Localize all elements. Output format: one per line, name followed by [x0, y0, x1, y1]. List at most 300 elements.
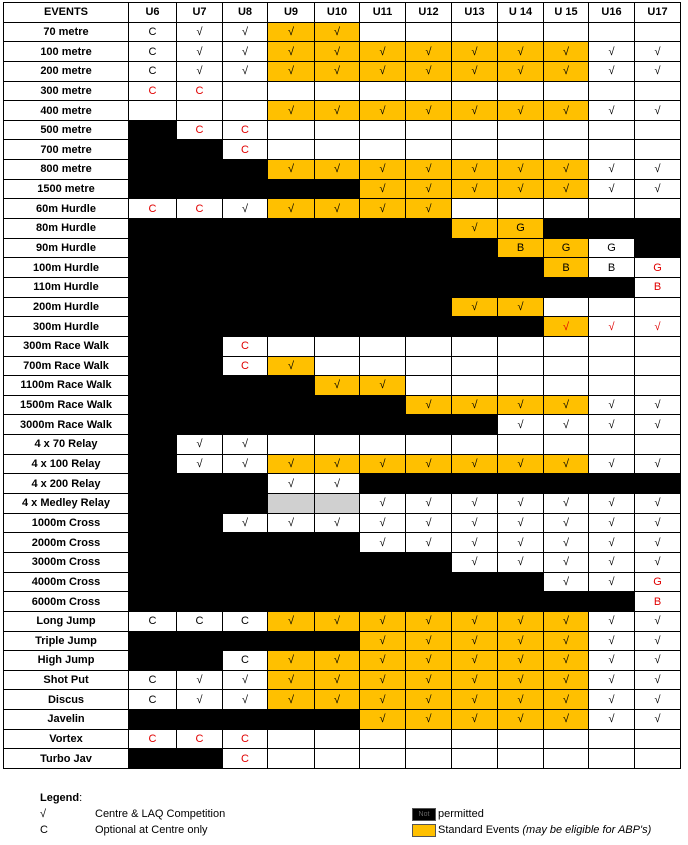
grid-cell: √	[406, 454, 452, 474]
grid-cell: √	[544, 317, 589, 337]
grid-cell: √	[452, 710, 498, 730]
event-name: 200 metre	[4, 61, 129, 81]
grid-cell: C	[223, 356, 268, 376]
grid-cell	[268, 395, 315, 415]
grid-cell	[177, 474, 223, 494]
grid-cell: √	[544, 454, 589, 474]
grid-cell	[177, 572, 223, 592]
grid-cell	[177, 356, 223, 376]
grid-cell	[360, 474, 406, 494]
grid-cell: √	[589, 513, 635, 533]
grid-cell	[452, 336, 498, 356]
grid-cell: √	[544, 415, 589, 435]
event-name: Turbo Jav	[4, 749, 129, 769]
grid-cell	[452, 356, 498, 376]
grid-cell: √	[268, 690, 315, 710]
grid-cell	[544, 435, 589, 455]
grid-cell	[360, 572, 406, 592]
grid-cell: C	[129, 81, 177, 101]
event-name: 300m Hurdle	[4, 317, 129, 337]
grid-cell: √	[268, 42, 315, 62]
grid-cell: √	[360, 494, 406, 514]
grid-cell	[544, 277, 589, 297]
grid-cell	[589, 592, 635, 612]
grid-cell	[129, 160, 177, 180]
grid-cell: √	[544, 160, 589, 180]
grid-cell: √	[360, 611, 406, 631]
grid-cell: √	[635, 494, 681, 514]
grid-cell	[589, 474, 635, 494]
grid-cell: √	[452, 395, 498, 415]
grid-cell	[129, 552, 177, 572]
grid-cell	[452, 199, 498, 219]
table-row	[4, 199, 681, 219]
grid-cell: C	[129, 22, 177, 42]
grid-cell	[360, 435, 406, 455]
grid-cell: √	[544, 690, 589, 710]
grid-cell	[129, 219, 177, 239]
grid-cell	[452, 415, 498, 435]
grid-cell: √	[268, 61, 315, 81]
grid-cell	[315, 297, 360, 317]
grid-cell: √	[406, 101, 452, 121]
grid-cell	[177, 533, 223, 553]
grid-cell	[268, 533, 315, 553]
age-header: U 14	[498, 3, 544, 23]
grid-cell	[635, 238, 681, 258]
grid-cell: √	[635, 710, 681, 730]
grid-cell: √	[589, 631, 635, 651]
grid-cell: G	[589, 238, 635, 258]
legend-orange-text: Standard Events (may be eligible for ABP's)	[438, 824, 652, 836]
grid-cell: √	[635, 415, 681, 435]
grid-cell: √	[177, 61, 223, 81]
grid-cell	[452, 572, 498, 592]
grid-cell: √	[544, 395, 589, 415]
event-name: 100 metre	[4, 42, 129, 62]
grid-cell: √	[360, 670, 406, 690]
grid-cell	[360, 238, 406, 258]
legend-title: Legend:	[40, 792, 83, 804]
grid-cell	[129, 533, 177, 553]
grid-cell	[177, 336, 223, 356]
grid-cell	[177, 219, 223, 239]
grid-cell	[498, 729, 544, 749]
grid-cell	[406, 238, 452, 258]
grid-cell	[360, 356, 406, 376]
event-name: 100m Hurdle	[4, 258, 129, 278]
table-row	[4, 592, 681, 612]
grid-cell: √	[360, 42, 406, 62]
grid-cell	[129, 297, 177, 317]
grid-cell	[177, 297, 223, 317]
grid-cell	[589, 729, 635, 749]
grid-cell	[360, 729, 406, 749]
grid-cell	[498, 277, 544, 297]
event-name: 300 metre	[4, 81, 129, 101]
grid-cell	[315, 494, 360, 514]
grid-cell	[315, 219, 360, 239]
grid-cell	[129, 435, 177, 455]
grid-cell	[498, 572, 544, 592]
grid-cell: √	[544, 61, 589, 81]
grid-cell: C	[223, 729, 268, 749]
event-name: 60m Hurdle	[4, 199, 129, 219]
grid-cell	[129, 395, 177, 415]
grid-cell: √	[498, 395, 544, 415]
table-row	[4, 729, 681, 749]
grid-cell: √	[452, 651, 498, 671]
grid-cell: √	[360, 710, 406, 730]
grid-cell	[406, 415, 452, 435]
grid-cell	[129, 415, 177, 435]
grid-cell: √	[406, 710, 452, 730]
table-row	[4, 454, 681, 474]
grid-cell	[635, 336, 681, 356]
grid-cell	[452, 729, 498, 749]
grid-cell	[498, 140, 544, 160]
table-row	[4, 61, 681, 81]
grid-cell	[315, 179, 360, 199]
grid-cell: C	[223, 140, 268, 160]
event-name: 3000m Cross	[4, 552, 129, 572]
grid-cell	[544, 120, 589, 140]
age-header: U10	[315, 3, 360, 23]
table-row	[4, 631, 681, 651]
grid-cell: C	[129, 670, 177, 690]
grid-cell	[589, 277, 635, 297]
grid-cell: √	[452, 513, 498, 533]
grid-cell: B	[544, 258, 589, 278]
event-name: 3000m Race Walk	[4, 415, 129, 435]
grid-cell: √	[498, 533, 544, 553]
grid-cell: √	[268, 670, 315, 690]
grid-cell: √	[223, 61, 268, 81]
grid-cell: √	[452, 179, 498, 199]
grid-cell	[177, 395, 223, 415]
legend-c-text: Optional at Centre only	[95, 824, 208, 836]
grid-cell: √	[452, 101, 498, 121]
table-row	[4, 160, 681, 180]
grid-cell	[635, 22, 681, 42]
grid-cell	[129, 140, 177, 160]
table-row	[4, 336, 681, 356]
grid-cell: √	[406, 690, 452, 710]
event-name: 1000m Cross	[4, 513, 129, 533]
grid-cell: √	[589, 533, 635, 553]
grid-cell	[406, 81, 452, 101]
grid-cell	[635, 140, 681, 160]
table-row	[4, 376, 681, 396]
age-header: U16	[589, 3, 635, 23]
grid-cell: G	[635, 258, 681, 278]
grid-cell: C	[129, 42, 177, 62]
grid-cell: √	[635, 670, 681, 690]
grid-cell	[177, 140, 223, 160]
grid-cell	[268, 710, 315, 730]
table-row	[4, 513, 681, 533]
grid-cell	[223, 474, 268, 494]
grid-cell	[223, 552, 268, 572]
grid-cell	[360, 140, 406, 160]
grid-cell	[129, 101, 177, 121]
grid-cell	[635, 435, 681, 455]
grid-cell: √	[498, 454, 544, 474]
grid-cell: √	[635, 42, 681, 62]
grid-cell	[452, 81, 498, 101]
grid-cell: B	[498, 238, 544, 258]
grid-cell	[452, 474, 498, 494]
grid-cell	[177, 179, 223, 199]
grid-cell	[177, 749, 223, 769]
grid-cell	[315, 120, 360, 140]
grid-cell	[360, 592, 406, 612]
grid-cell: √	[315, 513, 360, 533]
grid-cell: √	[315, 690, 360, 710]
grid-cell: √	[360, 199, 406, 219]
grid-cell	[498, 592, 544, 612]
grid-cell	[406, 552, 452, 572]
grid-cell: √	[635, 317, 681, 337]
grid-cell: √	[498, 611, 544, 631]
table-row	[4, 533, 681, 553]
grid-cell	[223, 395, 268, 415]
table-row	[4, 611, 681, 631]
grid-cell: √	[360, 513, 406, 533]
grid-cell: √	[544, 710, 589, 730]
grid-cell	[589, 376, 635, 396]
grid-cell: √	[223, 199, 268, 219]
legend-black-text: permitted	[438, 808, 484, 820]
grid-cell	[268, 749, 315, 769]
grid-cell	[177, 631, 223, 651]
grid-cell: √	[452, 494, 498, 514]
grid-cell: √	[223, 690, 268, 710]
grid-cell	[315, 81, 360, 101]
grid-cell	[268, 336, 315, 356]
grid-cell: G	[635, 572, 681, 592]
grid-cell: √	[268, 611, 315, 631]
grid-cell	[544, 474, 589, 494]
grid-cell: √	[177, 670, 223, 690]
grid-cell	[177, 258, 223, 278]
table-row	[4, 42, 681, 62]
grid-cell: √	[589, 651, 635, 671]
grid-cell: √	[452, 160, 498, 180]
grid-cell: √	[498, 494, 544, 514]
grid-cell	[223, 592, 268, 612]
grid-cell: √	[406, 651, 452, 671]
table-row	[4, 395, 681, 415]
grid-cell	[360, 317, 406, 337]
grid-cell: √	[177, 690, 223, 710]
grid-cell	[544, 22, 589, 42]
grid-cell: √	[544, 611, 589, 631]
grid-cell	[129, 749, 177, 769]
grid-cell	[129, 258, 177, 278]
grid-cell	[268, 494, 315, 514]
event-name: 300m Race Walk	[4, 336, 129, 356]
grid-cell: √	[498, 101, 544, 121]
grid-cell	[268, 277, 315, 297]
grid-cell: √	[268, 454, 315, 474]
events-grid	[3, 2, 681, 769]
table-row	[4, 317, 681, 337]
grid-cell	[406, 336, 452, 356]
grid-cell	[223, 258, 268, 278]
grid-cell	[129, 631, 177, 651]
grid-cell	[177, 415, 223, 435]
grid-cell: √	[544, 513, 589, 533]
grid-cell: √	[498, 710, 544, 730]
grid-cell: √	[360, 61, 406, 81]
grid-cell	[589, 336, 635, 356]
grid-cell	[129, 277, 177, 297]
legend-orange-swatch	[412, 824, 436, 837]
grid-cell	[635, 474, 681, 494]
grid-cell: √	[223, 22, 268, 42]
grid-cell	[129, 710, 177, 730]
grid-cell	[177, 317, 223, 337]
grid-cell: √	[268, 22, 315, 42]
grid-cell: C	[223, 120, 268, 140]
age-header: U 15	[544, 3, 589, 23]
grid-cell: √	[589, 494, 635, 514]
grid-cell	[268, 572, 315, 592]
grid-cell	[544, 140, 589, 160]
grid-cell: √	[498, 690, 544, 710]
grid-cell	[268, 435, 315, 455]
grid-cell: G	[498, 219, 544, 239]
grid-cell: √	[406, 533, 452, 553]
grid-cell	[498, 258, 544, 278]
grid-cell	[406, 258, 452, 278]
grid-cell: √	[177, 42, 223, 62]
grid-cell: √	[315, 199, 360, 219]
event-name: 700m Race Walk	[4, 356, 129, 376]
grid-cell: √	[452, 670, 498, 690]
table-row	[4, 297, 681, 317]
event-name: 700 metre	[4, 140, 129, 160]
grid-cell	[315, 258, 360, 278]
event-name: 1500 metre	[4, 179, 129, 199]
grid-cell	[268, 238, 315, 258]
grid-cell	[406, 140, 452, 160]
grid-cell: √	[498, 160, 544, 180]
grid-cell	[177, 651, 223, 671]
grid-cell: √	[635, 651, 681, 671]
grid-cell	[268, 258, 315, 278]
grid-cell: √	[452, 297, 498, 317]
grid-cell	[406, 749, 452, 769]
grid-cell	[360, 219, 406, 239]
grid-cell	[177, 277, 223, 297]
grid-cell: √	[544, 670, 589, 690]
grid-cell	[498, 356, 544, 376]
grid-cell	[406, 572, 452, 592]
grid-cell	[589, 749, 635, 769]
grid-cell	[129, 120, 177, 140]
event-name: 2000m Cross	[4, 533, 129, 553]
grid-cell: √	[452, 42, 498, 62]
grid-cell: √	[589, 710, 635, 730]
grid-cell	[223, 494, 268, 514]
grid-cell	[177, 238, 223, 258]
grid-cell: √	[589, 611, 635, 631]
age-header: U17	[635, 3, 681, 23]
grid-cell: √	[635, 454, 681, 474]
grid-cell: C	[177, 611, 223, 631]
grid-cell	[452, 435, 498, 455]
grid-cell: √	[452, 454, 498, 474]
event-name: 800 metre	[4, 160, 129, 180]
grid-cell	[223, 179, 268, 199]
grid-cell: √	[589, 552, 635, 572]
grid-cell: √	[589, 572, 635, 592]
grid-cell: √	[452, 552, 498, 572]
grid-cell: G	[544, 238, 589, 258]
grid-cell	[360, 120, 406, 140]
grid-cell	[589, 199, 635, 219]
grid-cell	[268, 297, 315, 317]
grid-cell	[223, 572, 268, 592]
table-row	[4, 101, 681, 121]
grid-cell	[360, 415, 406, 435]
grid-cell	[360, 277, 406, 297]
grid-cell: √	[406, 160, 452, 180]
grid-cell: C	[177, 120, 223, 140]
grid-cell: √	[315, 670, 360, 690]
grid-cell	[315, 140, 360, 160]
event-name: 1500m Race Walk	[4, 395, 129, 415]
grid-cell	[360, 258, 406, 278]
event-name: Triple Jump	[4, 631, 129, 651]
grid-cell	[315, 631, 360, 651]
grid-cell	[315, 336, 360, 356]
table-row	[4, 474, 681, 494]
grid-cell	[177, 376, 223, 396]
grid-cell	[268, 140, 315, 160]
event-name: 4000m Cross	[4, 572, 129, 592]
grid-cell	[315, 710, 360, 730]
grid-cell: √	[544, 572, 589, 592]
event-name: High Jump	[4, 651, 129, 671]
grid-cell	[544, 592, 589, 612]
grid-cell	[268, 219, 315, 239]
grid-cell: √	[177, 454, 223, 474]
age-header: U6	[129, 3, 177, 23]
grid-cell	[223, 219, 268, 239]
grid-cell	[589, 219, 635, 239]
grid-cell	[635, 749, 681, 769]
grid-cell	[635, 219, 681, 239]
grid-cell: √	[589, 160, 635, 180]
grid-cell	[635, 297, 681, 317]
grid-cell: √	[544, 552, 589, 572]
grid-cell	[406, 317, 452, 337]
grid-cell	[544, 729, 589, 749]
grid-cell: √	[360, 101, 406, 121]
grid-cell	[360, 22, 406, 42]
grid-cell: √	[406, 199, 452, 219]
grid-cell: √	[406, 670, 452, 690]
grid-cell	[498, 749, 544, 769]
grid-cell	[315, 533, 360, 553]
grid-cell	[177, 494, 223, 514]
age-header: U12	[406, 3, 452, 23]
grid-cell	[452, 258, 498, 278]
grid-cell: √	[635, 160, 681, 180]
